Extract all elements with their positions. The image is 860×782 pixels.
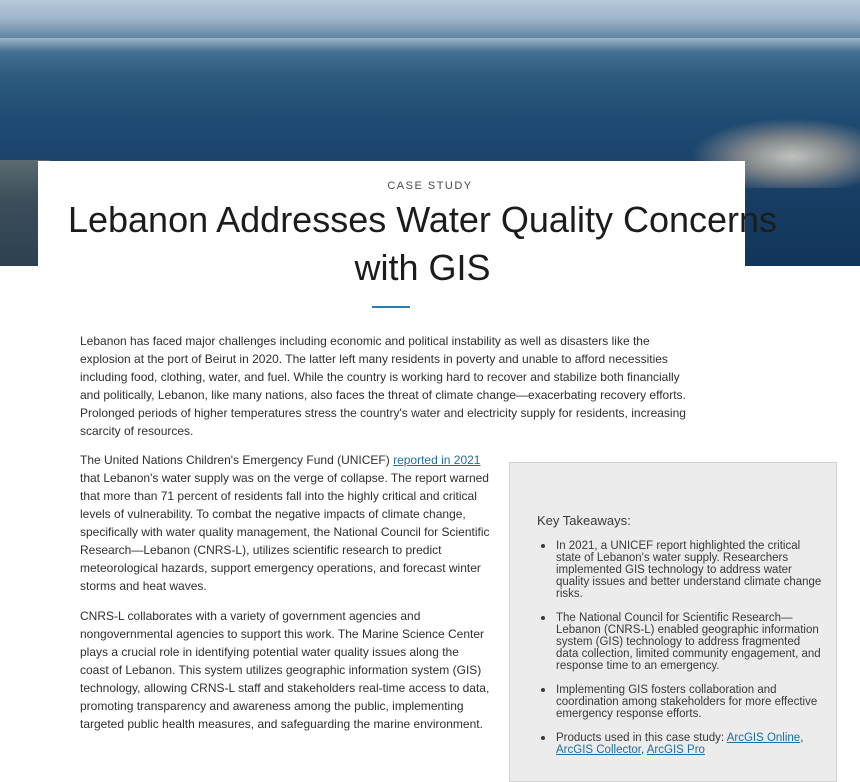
bullet-icon (541, 736, 545, 740)
products-label: Products used in this case study: (556, 732, 727, 744)
list-item (538, 684, 823, 720)
separator: , (641, 744, 645, 756)
takeaway-text: Implementing GIS fosters collaboration and coordination among stakeholders for more effective emergency response efforts. (556, 684, 818, 720)
title-divider (372, 306, 410, 308)
hero-horizon (0, 38, 860, 52)
list-item (538, 612, 823, 672)
takeaway-text: In 2021, a UNICEF report highlighted the critical state of Lebanon's water supply. Researchers implemented GIS technology to address water quality issues and better understand climate change risks. (556, 540, 822, 600)
takeaway-text: The National Council for Scientific Research—Lebanon (CNRS-L) enabled geographic information system (GIS) technology to address fragmented data collection, limited community engagement, and response time to an emergency. (556, 612, 821, 672)
key-takeaways-title: Key Takeaways: (537, 513, 631, 528)
bullet-icon (541, 616, 545, 620)
list-item (538, 540, 823, 600)
unicef-text-start: The United Nations Children's Emergency Fund (UNICEF) (80, 453, 394, 467)
unicef-paragraph (80, 451, 490, 595)
arcgis-online-link[interactable]: ArcGIS Online (726, 732, 801, 744)
page-title: Lebanon Addresses Water Quality Concerns with GIS (67, 199, 778, 288)
separator: , (800, 732, 804, 744)
arcgis-collector-link[interactable]: ArcGIS Collector (556, 744, 641, 756)
unicef-text-end: that Lebanon's water supply was on the verge of collapse. The report warned that more than 71 percent of residents fall into the highly critical and critical levels of vulnerability. To combat the negative impacts of climate change, specifically with water quality management, the National Council for Scientific Research—Lebanon (CNRS-L), utilizes scientific research to predict meteorological hazards, support emergency operations, and forecast winter storms and heat waves. (80, 471, 490, 593)
unicef-report-link[interactable]: reported in 2021 (393, 453, 481, 467)
arcgis-pro-link[interactable]: ArcGIS Pro (646, 744, 705, 756)
eyebrow-label: CASE STUDY (387, 180, 473, 192)
cnrs-paragraph: CNRS-L collaborates with a variety of government agencies and nongovernmental agencies to support this work. The Marine Science Center plays a crucial role in identifying potential water quality issues along the coast of Lebanon. This system utilizes geographic information system (GIS) technology, allowing CRNS-L staff and stakeholders real-time access to data, promoting transparency and awareness among the public, implementing targeted public health measures, and safeguarding the marine environment. (80, 609, 490, 731)
bullet-icon (541, 688, 545, 692)
intro-paragraph: Lebanon has faced major challenges including economic and political instability as well as disasters like the explosion at the port of Beirut in 2020. The latter left many residents in poverty and unable to afford necessities including food, clothing, water, and fuel. While the country is working hard to recover and stabilize both financially and politically, Lebanon, like many nations, also faces the threat of climate change—exacerbating recovery efforts. Prolonged periods of higher temperatures stress the country's water and electricity supply for residents, increasing scarcity of resources. (80, 334, 686, 438)
bullet-icon (541, 544, 545, 548)
key-takeaways-list (538, 540, 823, 768)
list-item (538, 732, 823, 756)
